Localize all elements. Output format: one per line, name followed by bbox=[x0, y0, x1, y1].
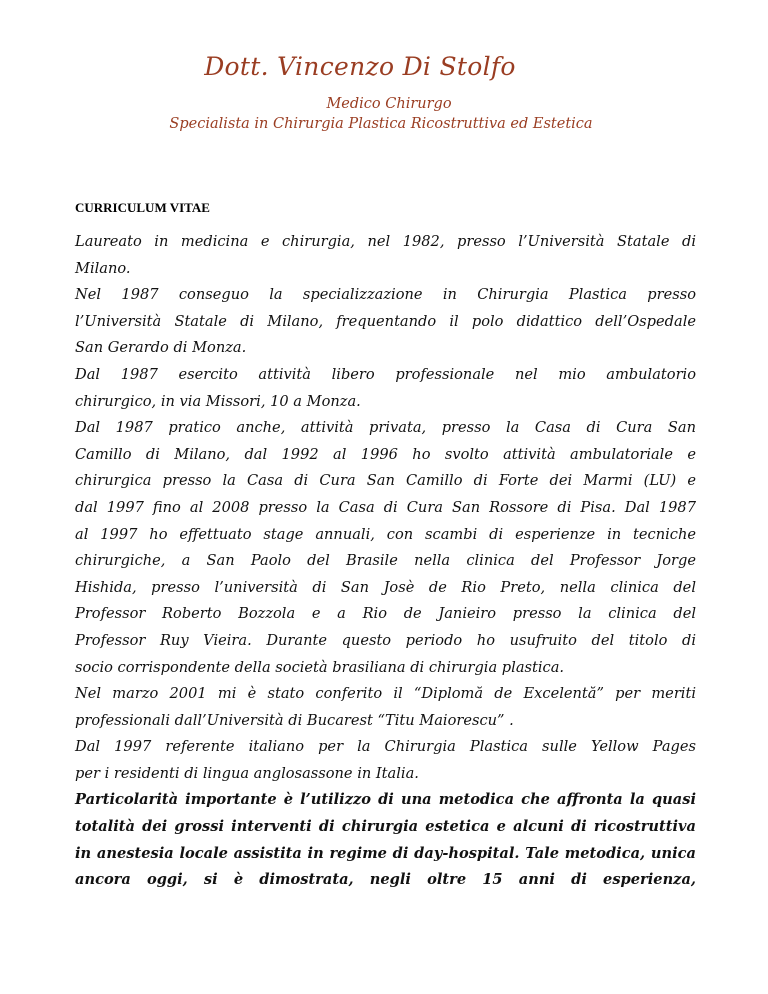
cv-line: Laureato in medicina e chirurgia, nel 1982, presso l’Università Statale di bbox=[75, 233, 696, 250]
cv-line: chirurgico, in via Missori, 10 a Monza. bbox=[75, 392, 361, 410]
cv-line: socio corrispondente della società brasiliana di chirurgia plastica. bbox=[75, 658, 565, 676]
cv-paragraph bbox=[75, 282, 696, 362]
cv-line: ancora oggi, si è dimostrata, negli oltre 15 anni di esperienza, bbox=[75, 871, 696, 889]
cv-line: Nel marzo 2001 mi è stato conferito il “Diplomă de Excelentă” per meriti bbox=[75, 685, 696, 703]
cv-line: Particolarità importante è l’utilizzo di una metodica che affronta la quasi bbox=[75, 791, 696, 809]
cv-line: per i residenti di lingua anglosassone in Italia. bbox=[75, 764, 419, 782]
cv-line: dal 1997 fino al 2008 presso la Casa di Cura San Rossore di Pisa. Dal 1987 bbox=[75, 498, 696, 516]
cv-line: Hishida, presso l’università di San Josè de Rio Preto, nella clinica del bbox=[75, 578, 696, 596]
cv-paragraph bbox=[75, 787, 696, 893]
cv-line: in anestesia locale assistita in regime di day-hospital. Tale metodica, unica bbox=[75, 844, 696, 862]
cv-line: l’Università Statale di Milano, frequentando il polo didattico dell’Ospedale bbox=[75, 312, 696, 330]
cv-line: Milano. bbox=[75, 259, 131, 277]
doctor-name: Dott. Vincenzo Di Stolfo bbox=[204, 52, 516, 81]
cv-line: Nel 1987 conseguo la specializzazione in Chirurgia Plastica presso bbox=[75, 286, 696, 304]
doctor-specialty: Specialista in Chirurgia Plastica Ricostruttiva ed Estetica bbox=[169, 116, 593, 132]
cv-paragraph bbox=[75, 229, 696, 282]
cv-line: totalità dei grossi interventi di chirurgia estetica e alcuni di ricostruttiva bbox=[75, 818, 696, 836]
cv-line: Camillo di Milano, dal 1992 al 1996 ho svolto attività ambulatoriale e bbox=[75, 445, 696, 463]
cv-line: al 1997 ho effettuato stage annuali, con scambi di esperienze in tecniche bbox=[75, 525, 696, 543]
cv-body bbox=[75, 229, 696, 894]
cv-line: Professor Roberto Bozzola e a Rio de Janieiro presso la clinica del bbox=[75, 605, 696, 623]
cv-line: professionali dall’Università di Bucarest “Titu Maiorescu” . bbox=[75, 711, 514, 729]
cv-paragraph bbox=[75, 415, 696, 681]
cv-line: Dal 1997 referente italiano per la Chirurgia Plastica sulle Yellow Pages bbox=[75, 738, 696, 756]
cv-line: Professor Ruy Vieira. Durante questo periodo ho usufruito del titolo di bbox=[75, 631, 696, 649]
cv-line: chirurgiche, a San Paolo del Brasile nella clinica del Professor Jorge bbox=[75, 552, 696, 570]
cv-paragraph bbox=[75, 681, 696, 734]
cv-paragraph bbox=[75, 734, 696, 787]
cv-line: Dal 1987 pratico anche, attività privata, presso la Casa di Cura San bbox=[75, 419, 696, 437]
cv-line: Dal 1987 esercito attività libero professionale nel mio ambulatorio bbox=[75, 365, 696, 383]
cv-line: chirurgica presso la Casa di Cura San Camillo di Forte dei Marmi (LU) e bbox=[75, 472, 696, 490]
cv-line: San Gerardo di Monza. bbox=[75, 339, 247, 357]
doctor-role: Medico Chirurgo bbox=[326, 96, 452, 112]
cv-paragraph bbox=[75, 362, 696, 415]
section-title: CURRICULUM VITAE bbox=[75, 200, 210, 215]
